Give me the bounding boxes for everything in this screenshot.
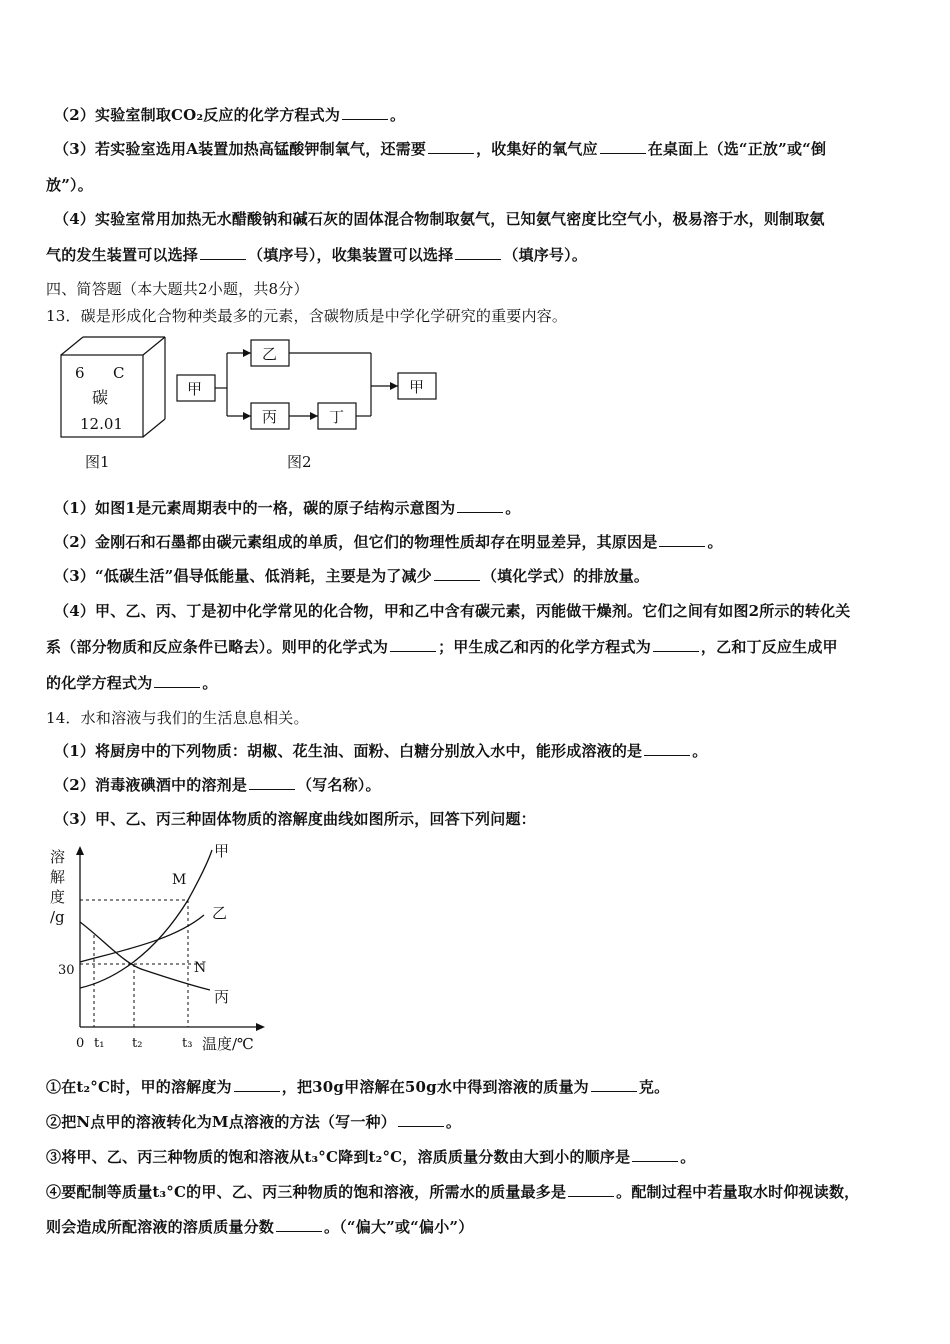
x-tick-0: 0 bbox=[76, 1036, 85, 1051]
q14-sub3: ③将甲、乙、丙三种物质的饱和溶液从t₃°C降到t₂°C，溶质质量分数由大到小的顺序是 。 bbox=[46, 1148, 696, 1166]
element-name: 碳 bbox=[92, 388, 109, 407]
q13-part4: （4）甲、乙、丙、丁是初中化学常见的化合物，甲和乙中含有碳元素，丙能做干燥剂。它们之间有如图2所示的转化关 bbox=[54, 602, 851, 620]
atomic-number: 6 bbox=[75, 364, 85, 382]
answer-blank[interactable] bbox=[200, 245, 246, 260]
label-yi: 乙 bbox=[262, 345, 278, 363]
answer-blank[interactable] bbox=[457, 498, 503, 513]
series-yi-label: 乙 bbox=[212, 904, 228, 922]
x-tick-t1: t₁ bbox=[94, 1036, 105, 1051]
answer-blank[interactable] bbox=[390, 637, 436, 652]
q14-part3: （3）甲、乙、丙三种固体物质的溶解度曲线如图所示，回答下列问题： bbox=[54, 810, 536, 828]
answer-blank[interactable] bbox=[659, 532, 705, 547]
q13-part2: （2）金刚石和石墨都由碳元素组成的单质，但它们的物理性质却存在明显差异，其原因是 。 bbox=[54, 533, 723, 551]
element-symbol: C bbox=[113, 364, 125, 382]
answer-blank[interactable] bbox=[249, 775, 295, 790]
atomic-mass: 12.01 bbox=[80, 415, 123, 433]
q12-part4: （4）实验室常用加热无水醋酸钠和碱石灰的固体混合物制取氨气，已知氨气密度比空气小，极易溶于水，则制取氨 bbox=[54, 210, 825, 228]
q14-stem: 14．水和溶液与我们的生活息息相关。 bbox=[46, 709, 309, 727]
q13-part4-end: 的化学方程式为 。 bbox=[46, 674, 218, 692]
answer-blank[interactable] bbox=[154, 673, 200, 688]
section-heading: 四、简答题（本大题共2小题，共8分） bbox=[46, 280, 309, 298]
series-jia-label: 甲 bbox=[214, 842, 230, 860]
guide-lines bbox=[80, 900, 207, 1027]
q14-part1: （1）将厨房中的下列物质：胡椒、花生油、面粉、白糖分别放入水中，能形成溶液的是 。 bbox=[54, 742, 708, 760]
answer-blank[interactable] bbox=[653, 637, 699, 652]
solubility-chart bbox=[44, 840, 274, 1055]
series-bing-label: 丙 bbox=[214, 988, 230, 1006]
point-n-label: N bbox=[194, 960, 207, 976]
q13-stem: 13．碳是形成化合物种类最多的元素，含碳物质是中学化学研究的重要内容。 bbox=[46, 307, 568, 325]
answer-blank[interactable] bbox=[591, 1077, 637, 1092]
label-ding: 丁 bbox=[329, 408, 345, 426]
q14-sub4-cont: 则会造成所配溶液的溶质质量分数 。（“偏大”或“偏小”） bbox=[46, 1218, 474, 1236]
answer-blank[interactable] bbox=[398, 1112, 444, 1127]
q13-part3: （3）“低碳生活”倡导低能量、低消耗，主要是为了减少 （填化学式）的排放量。 bbox=[54, 567, 650, 585]
answer-blank[interactable] bbox=[632, 1147, 678, 1162]
ylabel-2: 解 bbox=[50, 868, 66, 886]
q14-part2: （2）消毒液碘酒中的溶剂是 （写名称）。 bbox=[54, 776, 381, 794]
y-tick-30: 30 bbox=[58, 963, 75, 978]
point-m-label: M bbox=[172, 872, 187, 888]
label-bing: 丙 bbox=[262, 408, 278, 426]
answer-blank[interactable] bbox=[234, 1077, 280, 1092]
q13-part1: （1）如图1是元素周期表中的一格，碳的原子结构示意图为 。 bbox=[54, 499, 521, 517]
answer-blank[interactable] bbox=[455, 245, 501, 260]
answer-blank[interactable] bbox=[568, 1182, 614, 1197]
x-tick-t2: t₂ bbox=[132, 1036, 143, 1051]
x-axis-label: 温度/℃ bbox=[202, 1035, 254, 1053]
q12-part2: （2）实验室制取CO₂反应的化学方程式为 。 bbox=[54, 106, 406, 124]
answer-blank[interactable] bbox=[342, 105, 388, 120]
answer-blank[interactable] bbox=[276, 1217, 322, 1232]
answer-blank[interactable] bbox=[600, 139, 646, 154]
fig2-caption: 图2 bbox=[287, 453, 312, 471]
q12-part3: （3）若实验室选用A装置加热高锰酸钾制氧气，还需要 ，收集好的氧气应 在桌面上（选“正放”或“倒 bbox=[54, 140, 827, 158]
y-arrow bbox=[76, 846, 84, 855]
ylabel-3: 度 bbox=[50, 888, 66, 906]
answer-blank[interactable] bbox=[434, 566, 480, 581]
q14-sub1: ①在t₂°C时，甲的溶解度为 ，把30g甲溶解在50g水中得到溶液的质量为 克。 bbox=[46, 1078, 670, 1096]
q12-part4-cont: 气的发生装置可以选择 （填序号），收集装置可以选择 （填序号）。 bbox=[46, 246, 588, 264]
series-bing-curve bbox=[80, 922, 210, 990]
ylabel-4: /g bbox=[50, 908, 65, 926]
q12-part3-cont: 放”）。 bbox=[46, 176, 93, 194]
q14-sub4: ④要配制等质量t₃°C的甲、乙、丙三种物质的饱和溶液，所需水的质量最多是 。配制过程中若量取水时仰视读数， bbox=[46, 1183, 860, 1201]
ylabel-1: 溶 bbox=[50, 848, 66, 866]
x-tick-t3: t₃ bbox=[182, 1036, 193, 1051]
q13-figures bbox=[55, 335, 455, 475]
series-jia-curve bbox=[80, 850, 212, 988]
label-jia-out: 甲 bbox=[409, 378, 425, 396]
fig1-caption: 图1 bbox=[85, 453, 110, 471]
answer-blank[interactable] bbox=[428, 139, 474, 154]
answer-blank[interactable] bbox=[644, 741, 690, 756]
label-jia: 甲 bbox=[187, 380, 203, 398]
x-arrow bbox=[256, 1023, 265, 1031]
q14-sub2: ②把N点甲的溶液转化为M点溶液的方法（写一种） 。 bbox=[46, 1113, 462, 1131]
q13-part4-cont: 系（部分物质和反应条件已略去）。则甲的化学式为 ；甲生成乙和丙的化学方程式为 ，乙和丁反应生成甲 bbox=[46, 638, 838, 656]
conversion-diagram bbox=[177, 340, 436, 429]
